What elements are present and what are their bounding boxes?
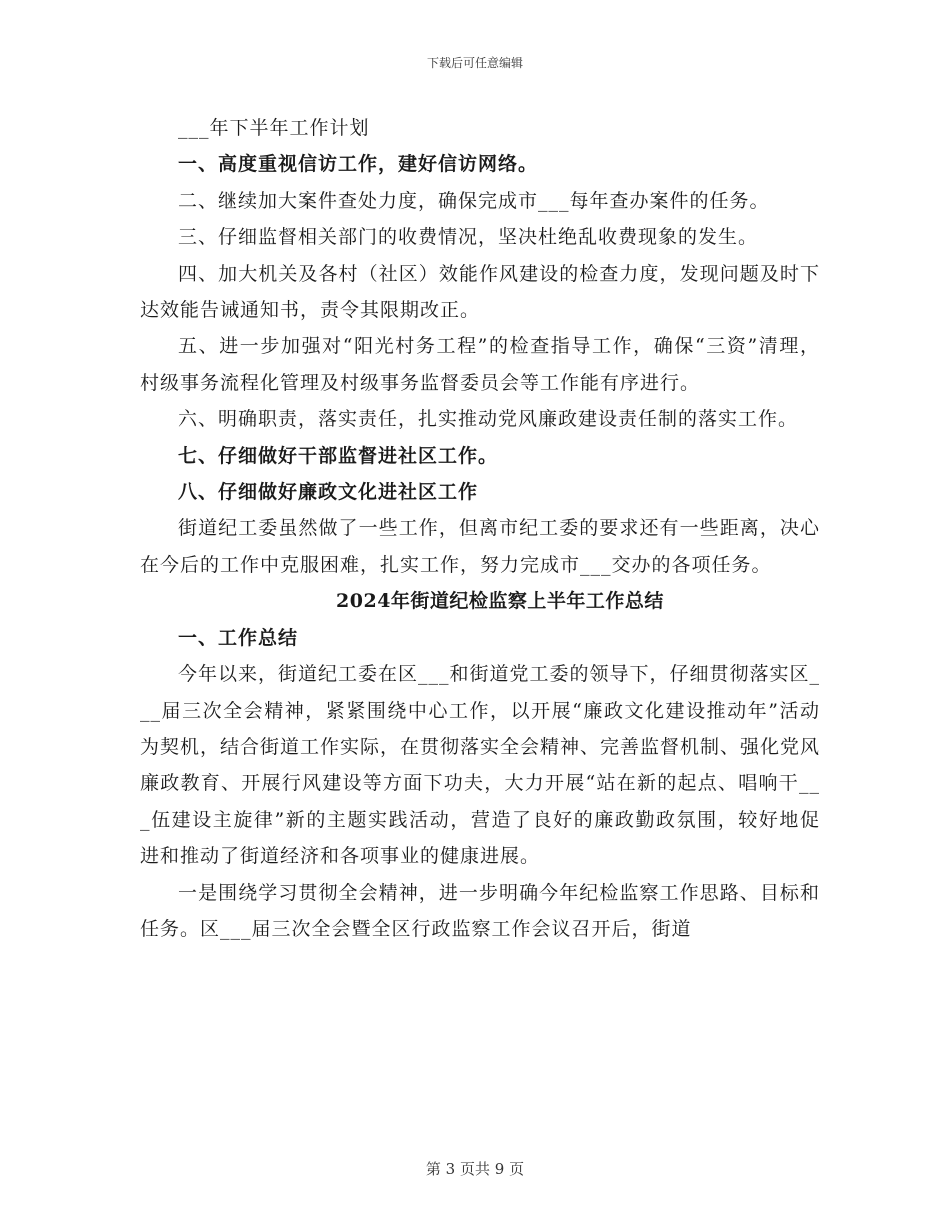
- plan-item-1: 一、高度重视信访工作，建好信访网络。: [178, 153, 539, 176]
- page-header-note: 下载后可任意编辑: [426, 56, 523, 70]
- plan-closing-paragraph: 街道纪工委虽然做了一些工作，但离市纪工委的要求还有一些距离，决心在今后的工作中克服困难，扎实工作，努力完成市___交办的各项任务。: [140, 517, 820, 576]
- plan-item-2: 二、继续加大案件查处力度，确保完成市___每年查办案件的任务。: [178, 189, 770, 212]
- page-indicator: 第 3 页共 9 页: [425, 1160, 525, 1178]
- section2-subtitle: 一、工作总结: [178, 626, 299, 649]
- section2-title: 2024年街道纪检监察上半年工作总结: [336, 590, 664, 613]
- plan-item-4: 四、加大机关及各村（社区）效能作风建设的检查力度，发现问题及时下达效能告诫通知书，责令其限期改正。: [140, 262, 820, 322]
- plan-item-3: 三、仔细监督相关部门的收费情况，坚决杜绝乱收费现象的发生。: [178, 226, 759, 249]
- summary-paragraph-2: 一是围绕学习贯彻全会精神，进一步明确今年纪检监察工作思路、目标和任务。区___届三次全会暨全区行政监察工作会议召开后，街道: [140, 881, 820, 940]
- document-body: [140, 110, 820, 947]
- plan-item-6: 六、明确职责，落实责任，扎实推动党风廉政建设责任制的落实工作。: [178, 408, 799, 431]
- summary-paragraph-1: 今年以来，街道纪工委在区___和街道党工委的领导下，仔细贯彻落实区___届三次全会精神，紧紧围绕中心工作，以开展“廉政文化建设推动年”活动为契机，结合街道工作实际，在贯彻落实全会精神、完善监督机制、强化党风廉政教育、开展行风建设等方面下功夫，大力开展“站在新的起点、唱响干___伍建设主旋律”新的主题实践活动，营造了良好的廉政勤政氛围，较好地促进和推动了街道经济和各项事业的健康进展。: [140, 663, 821, 868]
- plan-item-7: 七、仔细做好干部监督进社区工作。: [178, 444, 499, 467]
- section1-title: ___年下半年工作计划: [178, 117, 370, 139]
- plan-item-5: 五、进一步加强对“阳光村务工程”的检查指导工作，确保“三资”清理，村级事务流程化管理及村级事务监督委员会等工作能有序进行。: [140, 335, 820, 394]
- plan-item-8: 八、仔细做好廉政文化进社区工作: [178, 481, 479, 504]
